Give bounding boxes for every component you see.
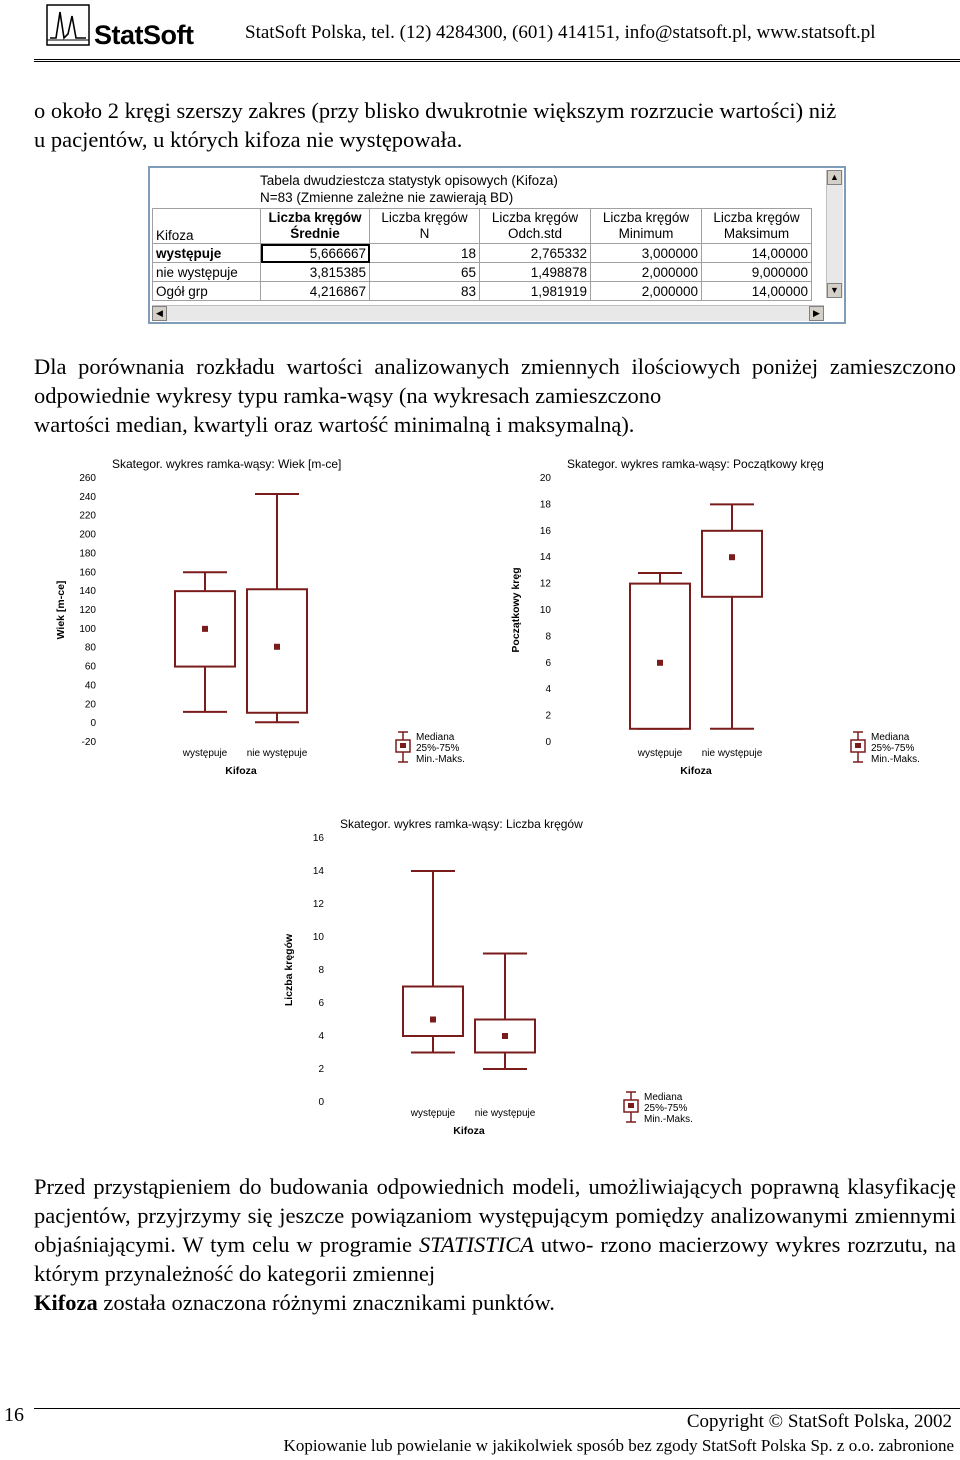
column-header[interactable]: Liczba kręgów Minimum	[591, 209, 702, 244]
table-row[interactable]	[153, 244, 812, 263]
table-cell[interactable]: 18	[370, 244, 480, 263]
y-tick-label: 12	[312, 899, 324, 910]
x-category-label: nie występuje	[701, 748, 763, 759]
box-iqr	[247, 589, 307, 713]
legend-label-iqr: 25%-75%	[416, 743, 460, 754]
legend-label-median: Mediana	[871, 732, 910, 743]
median-marker	[502, 1033, 508, 1039]
y-axis-label: Wiek [m-ce]	[55, 580, 67, 640]
y-tick-label: 2	[318, 1064, 324, 1075]
vertical-scrollbar[interactable]	[826, 170, 843, 298]
paragraph-intro-line2: u pacjentów, u których kifoza nie występowała.	[34, 127, 463, 152]
y-tick-label: 200	[79, 529, 96, 541]
x-category-label: nie występuje	[246, 748, 308, 759]
median-marker	[430, 1017, 436, 1023]
table-corner: Kifoza	[153, 209, 261, 244]
y-tick-label: 16	[539, 525, 551, 537]
y-axis-label: Liczba kręgów	[283, 933, 295, 1007]
program-name: STATISTICA	[418, 1232, 534, 1257]
y-tick-label: 18	[539, 499, 551, 511]
boxplot-wiek	[40, 448, 480, 788]
y-tick-label: 4	[545, 684, 551, 696]
row-label: nie występuje	[153, 263, 261, 282]
x-category-label: występuje	[182, 748, 228, 759]
brand-name: StatSoft	[94, 20, 194, 50]
legend-label-median: Mediana	[644, 1092, 683, 1103]
stats-title-line2: N=83 (Zmienne zależne nie zawierają BD)	[260, 190, 514, 205]
footer-copyright: Copyright © StatSoft Polska, 2002	[686, 1411, 952, 1432]
paragraph-comparison-line3: wartości median, kwartyli oraz wartość minimalną i maksymalną).	[34, 412, 635, 437]
y-tick-label: 10	[312, 932, 324, 943]
y-tick-label: -20	[81, 737, 96, 748]
median-marker	[202, 626, 208, 632]
y-tick-label: 160	[79, 567, 96, 579]
descriptive-stats-window	[148, 166, 846, 324]
table-cell[interactable]: 1,981919	[480, 282, 591, 301]
median-marker	[657, 660, 663, 666]
y-tick-label: 8	[318, 965, 324, 976]
scroll-right-icon[interactable]: ▶	[809, 306, 824, 321]
y-tick-label: 16	[312, 833, 324, 844]
legend-median-icon	[628, 1103, 634, 1108]
legend-label-range: Min.-Maks.	[644, 1114, 693, 1125]
y-tick-label: 14	[312, 866, 324, 877]
scroll-up-icon[interactable]: ▲	[827, 170, 842, 185]
y-tick-label: 140	[79, 586, 96, 598]
y-tick-label: 2	[545, 710, 551, 722]
table-cell[interactable]: 65	[370, 263, 480, 282]
paragraph-comparison-line1: Dla porównania rozkładu wartości analizowanych zmiennych ilościowych poniżej	[34, 354, 819, 379]
legend-label-iqr: 25%-75%	[871, 743, 915, 754]
y-tick-label: 180	[79, 548, 96, 560]
boxplot-liczba-kregow	[268, 808, 708, 1148]
table-cell[interactable]: 14,00000	[702, 282, 812, 301]
y-tick-label: 0	[90, 718, 96, 730]
table-row[interactable]	[153, 282, 812, 301]
statsoft-logo-icon	[46, 4, 92, 48]
y-axis-label: Początkowy kręg	[510, 567, 522, 653]
row-label: Ogół grp	[153, 282, 261, 301]
chart-title: Skategor. wykres ramka-wąsy: Początkowy kręg	[567, 457, 824, 471]
footer-notice: Kopiowanie lub powielanie w jakikolwiek sposób bez zgody StatSoft Polska Sp. z o.o. zabronione	[283, 1436, 954, 1455]
table-cell[interactable]: 3,000000	[591, 244, 702, 263]
y-tick-label: 240	[79, 491, 96, 503]
x-axis-label: Kifoza	[680, 765, 712, 777]
y-tick-label: 100	[79, 623, 96, 635]
page-number: 16	[4, 1404, 24, 1426]
y-tick-label: 14	[539, 552, 551, 564]
x-category-label: występuje	[410, 1108, 456, 1119]
y-tick-label: 8	[545, 631, 551, 643]
x-axis-label: Kifoza	[225, 765, 257, 777]
horizontal-scrollbar[interactable]	[152, 305, 824, 321]
chart-title: Skategor. wykres ramka-wąsy: Liczba kręgów	[340, 817, 583, 831]
table-row[interactable]	[153, 263, 812, 282]
row-label: występuje	[153, 244, 261, 263]
y-tick-label: 20	[539, 473, 551, 484]
table-cell[interactable]: 2,000000	[591, 282, 702, 301]
legend-median-icon	[400, 743, 406, 748]
legend-label-range: Min.-Maks.	[416, 754, 465, 765]
box-iqr	[702, 531, 762, 597]
legend-label-range: Min.-Maks.	[871, 754, 920, 765]
table-cell[interactable]: 4,216867	[261, 282, 370, 301]
y-tick-label: 4	[318, 1031, 324, 1042]
paragraph-next-line4: rzono macierzowy wykres rozrzutu, na którym przynależność do kategorii zmiennej	[34, 1232, 956, 1286]
box-iqr	[630, 584, 690, 729]
column-header[interactable]: Liczba kręgów N	[370, 209, 480, 244]
median-marker	[729, 554, 735, 560]
stats-table	[152, 208, 812, 301]
y-tick-label: 6	[318, 998, 324, 1009]
box-iqr	[403, 987, 463, 1037]
paragraph-next-line1: Przed przystąpieniem do budowania odpowiednich modeli, umożliwiających poprawną	[34, 1174, 840, 1199]
y-tick-label: 12	[539, 578, 551, 590]
page-header	[0, 0, 960, 62]
paragraph-next-step	[34, 1172, 956, 1317]
scroll-left-icon[interactable]: ◀	[152, 306, 167, 321]
paragraph-next-line2: klasyfikację pacjentów, przyjrzymy się jeszcze powiązaniom występującym pomiędzy	[34, 1174, 957, 1228]
median-marker	[274, 644, 280, 650]
paragraph-intro-line1: o około 2 kręgi szerszy zakres (przy blisko dwukrotnie większym rozrzucie wartości) niż	[34, 98, 837, 123]
table-cell[interactable]: 14,00000	[702, 244, 812, 263]
table-cell[interactable]: 1,498878	[480, 263, 591, 282]
table-cell-selected[interactable]: 5,666667	[261, 244, 370, 263]
y-tick-label: 20	[84, 699, 96, 711]
y-tick-label: 0	[318, 1097, 324, 1108]
x-category-label: nie występuje	[474, 1108, 536, 1119]
y-tick-label: 260	[79, 473, 96, 484]
column-header[interactable]: Liczba kręgów Odch.std	[480, 209, 591, 244]
table-cell[interactable]: 3,815385	[261, 263, 370, 282]
y-tick-label: 80	[84, 642, 96, 654]
y-tick-label: 220	[79, 510, 96, 522]
boxplot-poczatkowy-kreg	[495, 448, 935, 788]
scroll-down-icon[interactable]: ▼	[827, 283, 842, 298]
column-header[interactable]: Liczba kręgów Średnie	[261, 209, 370, 244]
footer-divider	[34, 1408, 960, 1409]
column-header[interactable]: Liczba kręgów Maksimum	[702, 209, 812, 244]
y-tick-label: 0	[545, 737, 551, 748]
table-cell[interactable]: 9,000000	[702, 263, 812, 282]
table-cell[interactable]: 2,000000	[591, 263, 702, 282]
chart-title: Skategor. wykres ramka-wąsy: Wiek [m-ce]	[112, 457, 342, 471]
paragraph-comparison	[34, 352, 956, 439]
y-tick-label: 6	[545, 657, 551, 669]
y-tick-label: 60	[84, 661, 96, 673]
stats-table-title	[260, 172, 558, 206]
paragraph-next-line5: Kifoza została oznaczona różnymi znacznikami punktów.	[34, 1290, 555, 1315]
statsoft-logo	[46, 4, 224, 50]
paragraph-intro	[34, 96, 956, 154]
stats-title-line1: Tabela dwudziestcza statystyk opisowych (Kifoza)	[260, 173, 558, 188]
legend-median-icon	[855, 743, 861, 748]
x-axis-label: Kifoza	[453, 1125, 485, 1137]
paragraph-next-line3: analizowanymi zmiennymi objaśniającymi. W tym celu w programie STATISTICA utwo-	[34, 1203, 956, 1257]
header-divider	[34, 59, 960, 62]
header-contact: StatSoft Polska, tel. (12) 4284300, (601) 414151, info@statsoft.pl, www.statsoft.pl	[245, 22, 876, 43]
table-cell[interactable]: 83	[370, 282, 480, 301]
paragraph-comparison-line2: zamieszczono odpowiednie wykresy typu ramka-wąsy (na wykresach zamieszczono	[34, 354, 957, 408]
legend-label-median: Mediana	[416, 732, 455, 743]
legend-label-iqr: 25%-75%	[644, 1103, 688, 1114]
y-tick-label: 40	[84, 680, 96, 692]
table-cell[interactable]: 2,765332	[480, 244, 591, 263]
x-category-label: występuje	[637, 748, 683, 759]
y-tick-label: 10	[539, 605, 551, 616]
y-tick-label: 120	[79, 605, 96, 616]
